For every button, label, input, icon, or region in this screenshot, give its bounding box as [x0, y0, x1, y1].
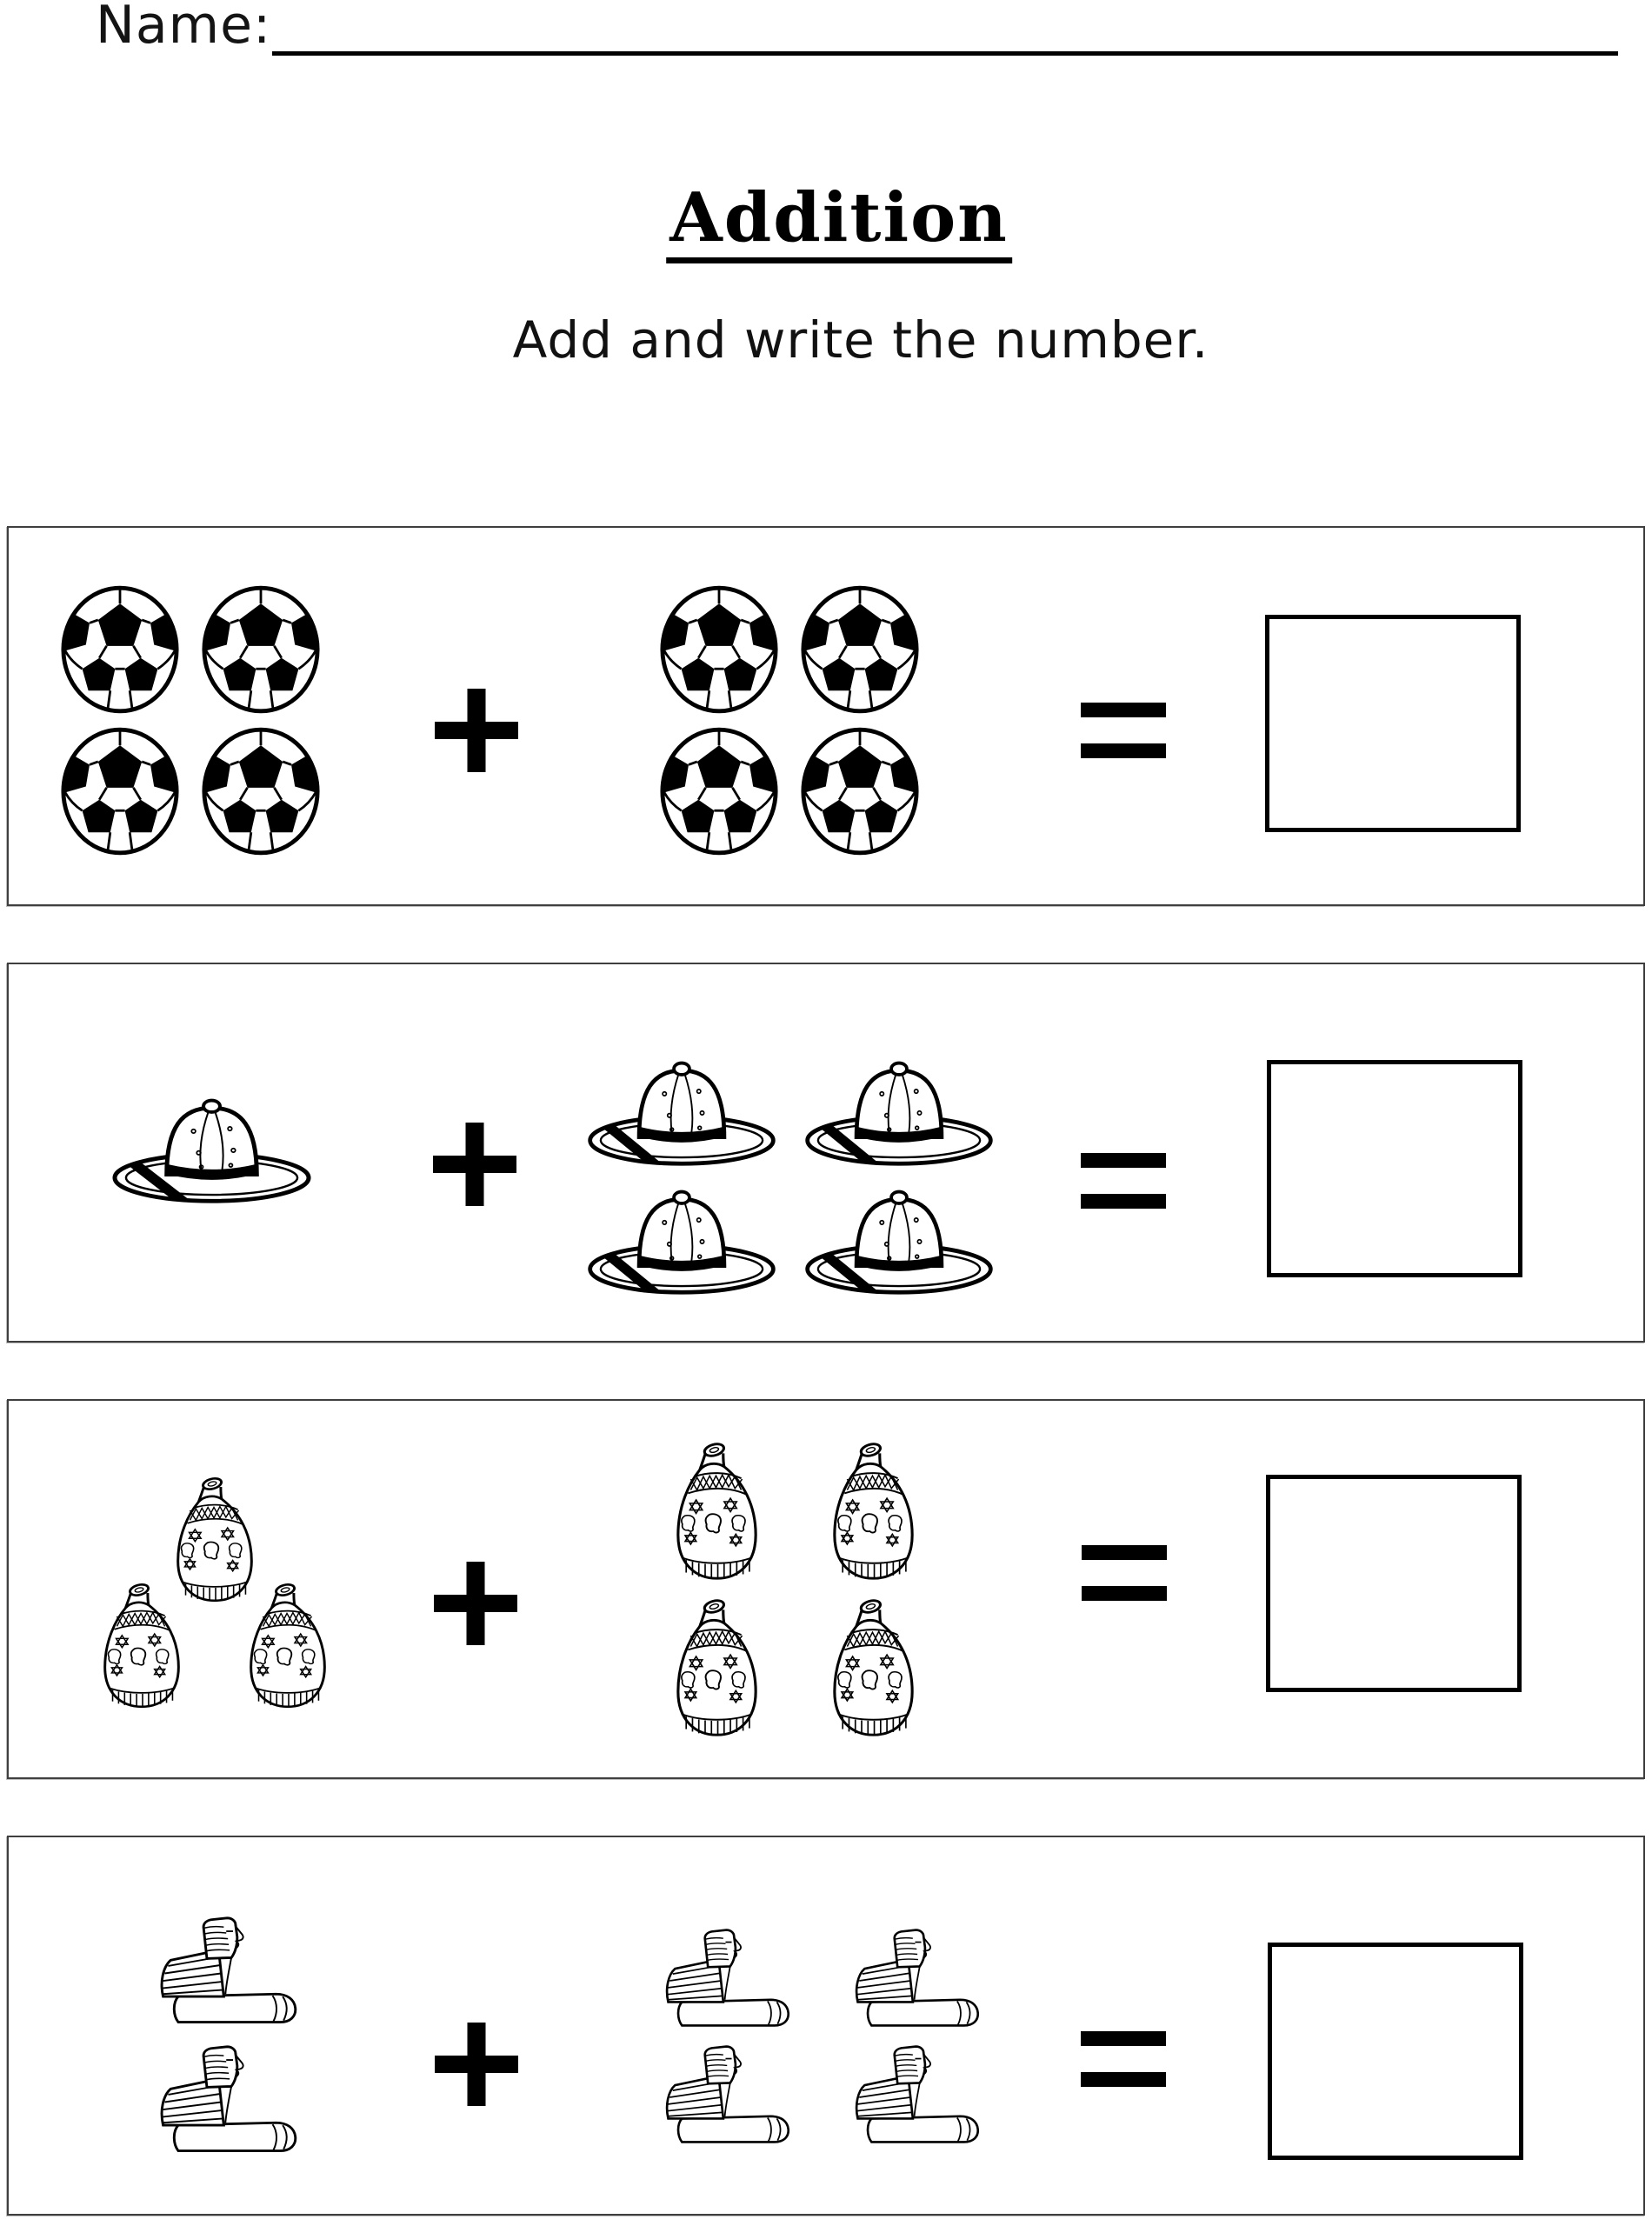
equals-icon: [1082, 1545, 1167, 1601]
problem-row: [7, 1399, 1645, 1779]
answer-box[interactable]: [1267, 1060, 1522, 1277]
plus-icon: [435, 689, 518, 772]
addend-one-group: [86, 1475, 343, 1711]
addend-one-group: [124, 1916, 314, 2160]
addend-two-group: [633, 1928, 995, 2150]
equals-icon: [1081, 703, 1166, 758]
instructions-text: Add and write the number.: [512, 310, 1209, 370]
gourd-icon: [232, 1581, 343, 1711]
addend-one-group: [110, 1092, 314, 1205]
equals-bottom-bar: [1081, 1194, 1166, 1209]
plus-horizontal-bar: [433, 1156, 516, 1173]
plus-horizontal-bar: [434, 1595, 517, 1612]
gourd-icon: [815, 1596, 932, 1740]
sphinx-icon: [823, 1928, 995, 2034]
gourd-icon: [815, 1440, 932, 1583]
equals-top-bar: [1082, 1545, 1167, 1560]
soccer-ball-icon: [799, 584, 921, 715]
addend-two-group: [658, 584, 921, 856]
equals-top-bar: [1081, 1153, 1166, 1168]
soccer-ball-icon: [658, 726, 780, 856]
sphinx-icon: [633, 2044, 805, 2150]
answer-box[interactable]: [1266, 1475, 1522, 1692]
soccer-ball-icon: [59, 584, 181, 715]
sphinx-icon: [124, 2044, 314, 2160]
problem-row: [7, 1836, 1645, 2216]
equals-icon: [1081, 2031, 1166, 2087]
plus-icon: [433, 1123, 516, 1206]
equals-bottom-bar: [1081, 2072, 1166, 2087]
gourd-icon: [658, 1596, 776, 1740]
soccer-ball-icon: [200, 726, 322, 856]
plus-icon: [435, 2023, 518, 2106]
plus-horizontal-bar: [435, 2056, 518, 2073]
equals-bottom-bar: [1081, 743, 1166, 758]
safari-hat-icon: [585, 1183, 778, 1296]
equals-top-bar: [1081, 2031, 1166, 2046]
safari-hat-icon: [110, 1092, 314, 1205]
gourd-icon: [86, 1581, 197, 1711]
addend-one-group: [59, 584, 322, 856]
sphinx-icon: [633, 1928, 805, 2034]
equals-top-bar: [1081, 703, 1166, 717]
answer-box[interactable]: [1265, 615, 1521, 832]
safari-hat-icon: [803, 1055, 996, 1168]
answer-box[interactable]: [1268, 1943, 1523, 2160]
plus-icon: [434, 1562, 517, 1645]
sphinx-icon: [823, 2044, 995, 2150]
equals-bottom-bar: [1082, 1586, 1167, 1601]
problem-row: [7, 526, 1645, 906]
page-title: Addition: [666, 183, 1012, 263]
plus-horizontal-bar: [435, 722, 518, 739]
gourd-icon: [658, 1440, 776, 1583]
soccer-ball-icon: [200, 584, 322, 715]
equals-icon: [1081, 1153, 1166, 1209]
problem-row: [7, 963, 1645, 1343]
name-label: Name:: [96, 0, 272, 56]
name-input-line[interactable]: [272, 51, 1618, 56]
addend-two-group: [585, 1055, 996, 1296]
safari-hat-icon: [585, 1055, 778, 1168]
sphinx-icon: [124, 1916, 314, 2031]
soccer-ball-icon: [59, 726, 181, 856]
addend-two-group: [658, 1440, 932, 1740]
safari-hat-icon: [803, 1183, 996, 1296]
soccer-ball-icon: [799, 726, 921, 856]
soccer-ball-icon: [658, 584, 780, 715]
